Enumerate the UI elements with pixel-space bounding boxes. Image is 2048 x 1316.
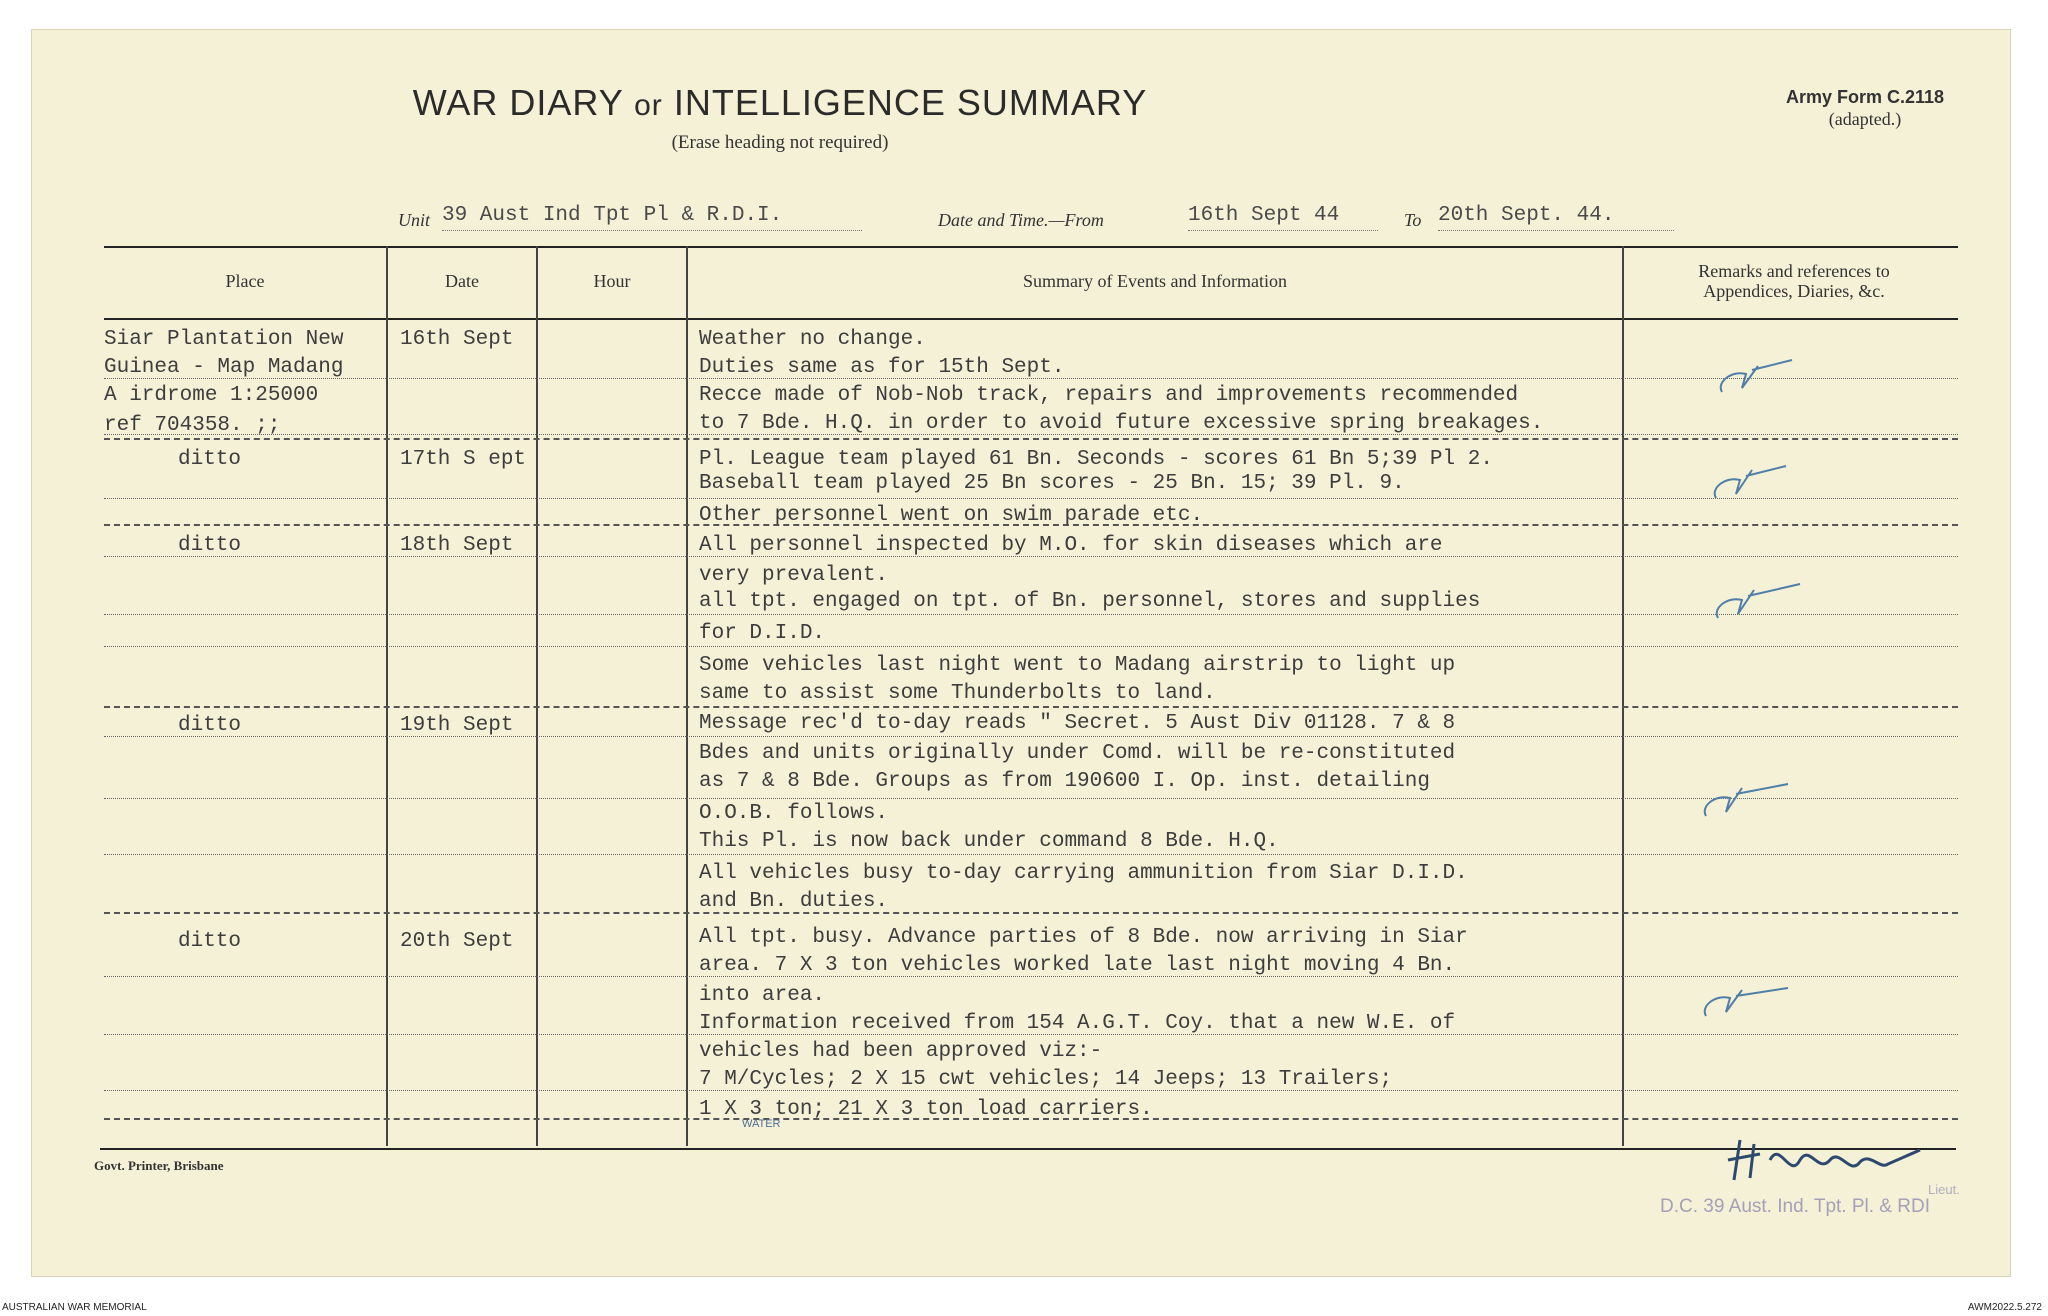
event-line: Baseball team played 25 Bn scores - 25 Bn. 15; 39 Pl. 9. (699, 472, 1405, 495)
archive-label-right: AWM2022.5.272 (1967, 1302, 2042, 1313)
pencil-tick-icon (1696, 976, 1796, 1026)
stamp-rank: Lieut. (1928, 1182, 1960, 1197)
event-line: All personnel inspected by M.O. for skin diseases which are (699, 534, 1443, 557)
header-remarks-line-1: Remarks and references to (1698, 261, 1890, 281)
unit-label: Unit (398, 210, 431, 230)
place-line: A irdrome 1:25000 (104, 384, 319, 407)
place-line: ditto (178, 714, 242, 737)
title-part-1: WAR DIARY (412, 82, 624, 123)
event-line: as 7 & 8 Bde. Groups as from 190600 I. Op. inst. detailing (699, 770, 1430, 793)
pencil-tick-icon (1708, 578, 1808, 628)
event-line: into area. (699, 984, 826, 1007)
event-line: to 7 Bde. H.Q. in order to avoid future excessive spring breakages. (699, 412, 1544, 435)
title-or: or (634, 89, 663, 122)
rule-line (104, 798, 1958, 799)
form-adapted-label: (adapted.) (1828, 109, 1902, 129)
pencil-tick-icon (1706, 458, 1796, 508)
event-line: Pl. League team played 61 Bn. Seconds - scores 61 Bn 5;39 Pl 2. (699, 448, 1493, 471)
place-line: ref 704358. ;; (104, 414, 281, 437)
margin-note: WATER (742, 1118, 781, 1130)
from-date-value: 16th Sept 44 (1188, 204, 1378, 231)
datetime-label: Date and Time.—From (938, 210, 1104, 230)
event-line: O.O.B. follows. (699, 802, 889, 825)
rule-line (104, 646, 1958, 647)
event-line: very prevalent. (699, 564, 889, 587)
event-line: This Pl. is now back under command 8 Bde. H.Q. (699, 830, 1279, 853)
unit-stamp: D.C. 39 Aust. Ind. Tpt. Pl. & RDI (1660, 1196, 1930, 1217)
entry-date: 16th Sept (400, 328, 514, 351)
place-line: Guinea - Map Madang (104, 356, 344, 379)
document-title (0, 82, 1560, 124)
form-number-label: Army Form C.2118 (1785, 87, 1945, 107)
event-line: Duties same as for 15th Sept. (699, 356, 1065, 379)
table-bottom-border (100, 1148, 1956, 1150)
event-line: Information received from 154 A.G.T. Coy. that a new W.E. of (699, 1012, 1456, 1035)
place-line: ditto (178, 534, 242, 557)
event-line: 7 M/Cycles; 2 X 15 cwt vehicles; 14 Jeeps; 13 Trailers; (699, 1068, 1393, 1091)
pencil-tick-icon (1696, 776, 1796, 826)
col-divider-place (386, 246, 388, 1146)
event-line: and Bn. duties. (699, 890, 889, 913)
event-line: Some vehicles last night went to Madang airstrip to light up (699, 654, 1456, 677)
document-subtitle: (Erase heading not required) (671, 132, 889, 153)
header-date: Date (445, 271, 479, 291)
entry-date: 17th S ept (400, 448, 527, 471)
header-place: Place (225, 271, 265, 291)
entry-date: 19th Sept (400, 714, 514, 737)
col-divider-summary (1622, 246, 1624, 1146)
entry-date: 20th Sept (400, 930, 514, 953)
entry-separator (104, 912, 1958, 914)
col-divider-hour (686, 246, 688, 1146)
pencil-tick-icon (1712, 352, 1802, 402)
to-label: To (1404, 210, 1422, 230)
header-remarks (1624, 246, 1964, 316)
place-line: ditto (178, 930, 242, 953)
title-part-2: INTELLIGENCE SUMMARY (673, 82, 1148, 123)
header-summary: Summary of Events and Information (1023, 271, 1287, 291)
printer-credit: Govt. Printer, Brisbane (94, 1158, 224, 1173)
event-line: Weather no change. (699, 328, 926, 351)
event-line: vehicles had been approved viz:- (699, 1040, 1103, 1063)
event-line: 1 X 3 ton; 21 X 3 ton load carriers. (699, 1098, 1153, 1121)
unit-value: 39 Aust Ind Tpt Pl & R.D.I. (442, 204, 862, 231)
header-hour: Hour (593, 271, 631, 291)
event-line: area. 7 X 3 ton vehicles worked late last night moving 4 Bn. (699, 954, 1456, 977)
place-line: Siar Plantation New (104, 328, 344, 351)
event-line: Bdes and units originally under Comd. will be re-constituted (699, 742, 1456, 765)
event-line: all tpt. engaged on tpt. of Bn. personnel, stores and supplies (699, 590, 1481, 613)
rule-line (104, 498, 1958, 499)
header-remarks-line-2: Appendices, Diaries, &c. (1703, 281, 1885, 301)
col-divider-date (536, 246, 538, 1146)
event-line: All vehicles busy to-day carrying ammunition from Siar D.I.D. (699, 862, 1468, 885)
event-line: Recce made of Nob-Nob track, repairs and improvements recommended (699, 384, 1519, 407)
signature-icon (1720, 1130, 1940, 1200)
unit-date-line (398, 204, 1678, 234)
event-line: Message rec'd to-day reads " Secret. 5 Aust Div 01128. 7 & 8 (699, 712, 1456, 735)
to-date-value: 20th Sept. 44. (1438, 204, 1674, 231)
archive-label-left: AUSTRALIAN WAR MEMORIAL (2, 1302, 147, 1313)
form-number (1750, 86, 1980, 130)
event-line: Other personnel went on swim parade etc. (699, 504, 1204, 527)
event-line: for D.I.D. (699, 622, 826, 645)
table-header-border (104, 318, 1958, 320)
event-line: same to assist some Thunderbolts to land. (699, 682, 1216, 705)
event-line: All tpt. busy. Advance parties of 8 Bde. now arriving in Siar (699, 926, 1468, 949)
entry-date: 18th Sept (400, 534, 514, 557)
place-line: ditto (178, 448, 242, 471)
entry-separator (104, 438, 1958, 440)
